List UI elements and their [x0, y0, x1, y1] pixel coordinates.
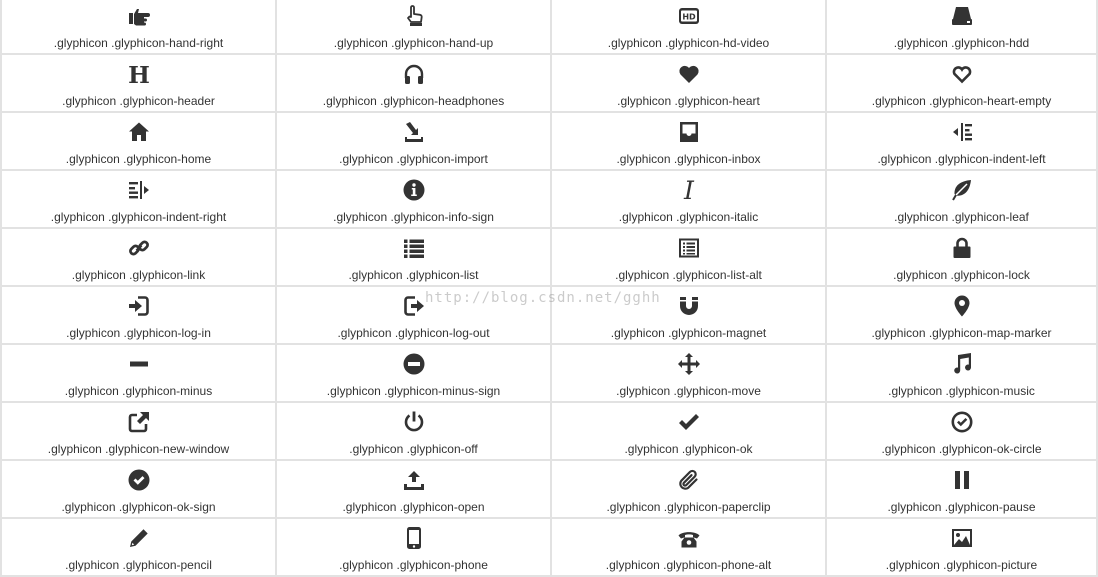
glyph-cell-phone-alt	[550, 519, 825, 577]
ok-sign-icon	[125, 467, 153, 493]
glyph-label: .glyphicon .glyphicon-minus-sign	[326, 384, 501, 398]
heart-empty-icon	[948, 61, 976, 87]
pencil-icon	[125, 525, 153, 551]
glyph-label: .glyphicon .glyphicon-hand-up	[333, 36, 494, 50]
glyph-cell-headphones	[275, 55, 550, 113]
glyph-label: .glyphicon .glyphicon-minus	[64, 384, 213, 398]
glyph-cell-ok-circle	[825, 403, 1098, 461]
glyph-label: .glyphicon .glyphicon-map-marker	[871, 326, 1052, 340]
glyph-label: .glyphicon .glyphicon-indent-right	[50, 210, 227, 224]
glyph-label: .glyphicon .glyphicon-list-alt	[615, 268, 762, 282]
lock-icon	[948, 235, 976, 261]
hand-up-icon	[400, 3, 428, 29]
paperclip-icon	[675, 467, 703, 493]
glyph-cell-ok	[550, 403, 825, 461]
headphones-icon	[400, 61, 428, 87]
glyph-cell-import	[275, 113, 550, 171]
glyph-cell-minus	[0, 345, 275, 403]
glyph-cell-list	[275, 229, 550, 287]
glyph-label: .glyphicon .glyphicon-log-in	[66, 326, 211, 340]
minus-sign-icon	[400, 351, 428, 377]
glyph-label: .glyphicon .glyphicon-hd-video	[607, 36, 770, 50]
glyph-label: .glyphicon .glyphicon-phone-alt	[605, 558, 772, 572]
glyph-label: .glyphicon .glyphicon-italic	[618, 210, 759, 224]
map-marker-icon	[948, 293, 976, 319]
header-icon	[125, 61, 153, 87]
glyph-label: .glyphicon .glyphicon-paperclip	[606, 500, 771, 514]
hdd-icon	[948, 3, 976, 29]
glyph-cell-phone	[275, 519, 550, 577]
glyph-cell-home	[0, 113, 275, 171]
glyph-label: .glyphicon .glyphicon-pause	[887, 500, 1036, 514]
glyph-label: .glyphicon .glyphicon-phone	[339, 558, 488, 572]
glyph-cell-hdd	[825, 0, 1098, 55]
glyph-cell-log-in	[0, 287, 275, 345]
glyph-label: .glyphicon .glyphicon-ok-sign	[61, 500, 216, 514]
log-in-icon	[125, 293, 153, 319]
glyph-label: .glyphicon .glyphicon-header	[62, 94, 215, 108]
phone-icon	[400, 525, 428, 551]
glyph-label: .glyphicon .glyphicon-off	[349, 442, 478, 456]
glyph-label: .glyphicon .glyphicon-lock	[893, 268, 1030, 282]
glyph-label: .glyphicon .glyphicon-leaf	[894, 210, 1029, 224]
glyph-cell-indent-left	[825, 113, 1098, 171]
music-icon	[948, 351, 976, 377]
glyph-cell-music	[825, 345, 1098, 403]
glyph-label: .glyphicon .glyphicon-indent-left	[877, 152, 1046, 166]
svg-text:I: I	[683, 178, 694, 202]
glyph-label: .glyphicon .glyphicon-info-sign	[333, 210, 494, 224]
glyph-cell-map-marker	[825, 287, 1098, 345]
svg-text:HD: HD	[681, 12, 696, 22]
glyph-cell-heart	[550, 55, 825, 113]
list-icon	[400, 235, 428, 261]
glyph-cell-new-window	[0, 403, 275, 461]
glyph-cell-link	[0, 229, 275, 287]
italic-icon	[675, 177, 703, 203]
glyph-cell-hand-right	[0, 0, 275, 55]
glyph-cell-move	[550, 345, 825, 403]
glyph-cell-header	[0, 55, 275, 113]
glyph-cell-hand-up	[275, 0, 550, 55]
ok-circle-icon	[948, 409, 976, 435]
glyph-cell-list-alt	[550, 229, 825, 287]
glyph-label: .glyphicon .glyphicon-log-out	[337, 326, 490, 340]
glyph-label: .glyphicon .glyphicon-picture	[885, 558, 1038, 572]
glyph-label: .glyphicon .glyphicon-open	[342, 500, 485, 514]
glyph-label: .glyphicon .glyphicon-heart	[617, 94, 760, 108]
glyph-label: .glyphicon .glyphicon-list	[348, 268, 479, 282]
glyph-label: .glyphicon .glyphicon-pencil	[65, 558, 212, 572]
glyph-cell-leaf	[825, 171, 1098, 229]
glyph-cell-italic	[550, 171, 825, 229]
ok-icon	[675, 409, 703, 435]
watermark-text: http://blog.csdn.net/gghh	[425, 290, 661, 306]
minus-icon	[125, 351, 153, 377]
glyph-cell-pencil	[0, 519, 275, 577]
hd-video-icon	[675, 3, 703, 29]
glyph-label: .glyphicon .glyphicon-import	[339, 152, 488, 166]
glyph-label: .glyphicon .glyphicon-heart-empty	[871, 94, 1052, 108]
glyph-cell-off	[275, 403, 550, 461]
glyph-label: .glyphicon .glyphicon-ok-circle	[881, 442, 1042, 456]
glyph-cell-paperclip	[550, 461, 825, 519]
new-window-icon	[125, 409, 153, 435]
glyph-cell-info-sign	[275, 171, 550, 229]
indent-left-icon	[948, 119, 976, 145]
inbox-icon	[675, 119, 703, 145]
list-alt-icon	[675, 235, 703, 261]
glyph-cell-ok-sign	[0, 461, 275, 519]
glyph-cell-open	[275, 461, 550, 519]
glyph-label: .glyphicon .glyphicon-link	[71, 268, 206, 282]
glyph-label: .glyphicon .glyphicon-ok	[624, 442, 753, 456]
glyph-label: .glyphicon .glyphicon-magnet	[610, 326, 767, 340]
info-sign-icon	[400, 177, 428, 203]
glyph-cell-indent-right	[0, 171, 275, 229]
glyph-cell-picture	[825, 519, 1098, 577]
glyph-label: .glyphicon .glyphicon-move	[616, 384, 761, 398]
off-icon	[400, 409, 428, 435]
heart-icon	[675, 61, 703, 87]
glyph-cell-hd-video	[550, 0, 825, 55]
glyph-label: .glyphicon .glyphicon-inbox	[616, 152, 761, 166]
indent-right-icon	[125, 177, 153, 203]
glyph-label: .glyphicon .glyphicon-new-window	[47, 442, 230, 456]
magnet-icon	[675, 293, 703, 319]
glyph-label: .glyphicon .glyphicon-hdd	[893, 36, 1030, 50]
leaf-icon	[948, 177, 976, 203]
glyph-cell-heart-empty	[825, 55, 1098, 113]
link-icon	[125, 235, 153, 261]
glyph-label: .glyphicon .glyphicon-home	[65, 152, 212, 166]
hand-right-icon	[125, 3, 153, 29]
phone-alt-icon	[675, 525, 703, 551]
glyph-label: .glyphicon .glyphicon-headphones	[322, 94, 505, 108]
glyph-cell-inbox	[550, 113, 825, 171]
home-icon	[125, 119, 153, 145]
svg-text:H: H	[127, 62, 150, 86]
import-icon	[400, 119, 428, 145]
glyph-cell-minus-sign	[275, 345, 550, 403]
glyph-label: .glyphicon .glyphicon-music	[888, 384, 1035, 398]
picture-icon	[948, 525, 976, 551]
log-out-icon	[400, 293, 428, 319]
glyph-cell-pause	[825, 461, 1098, 519]
open-icon	[400, 467, 428, 493]
glyph-cell-lock	[825, 229, 1098, 287]
glyph-label: .glyphicon .glyphicon-hand-right	[53, 36, 224, 50]
move-icon	[675, 351, 703, 377]
pause-icon	[948, 467, 976, 493]
